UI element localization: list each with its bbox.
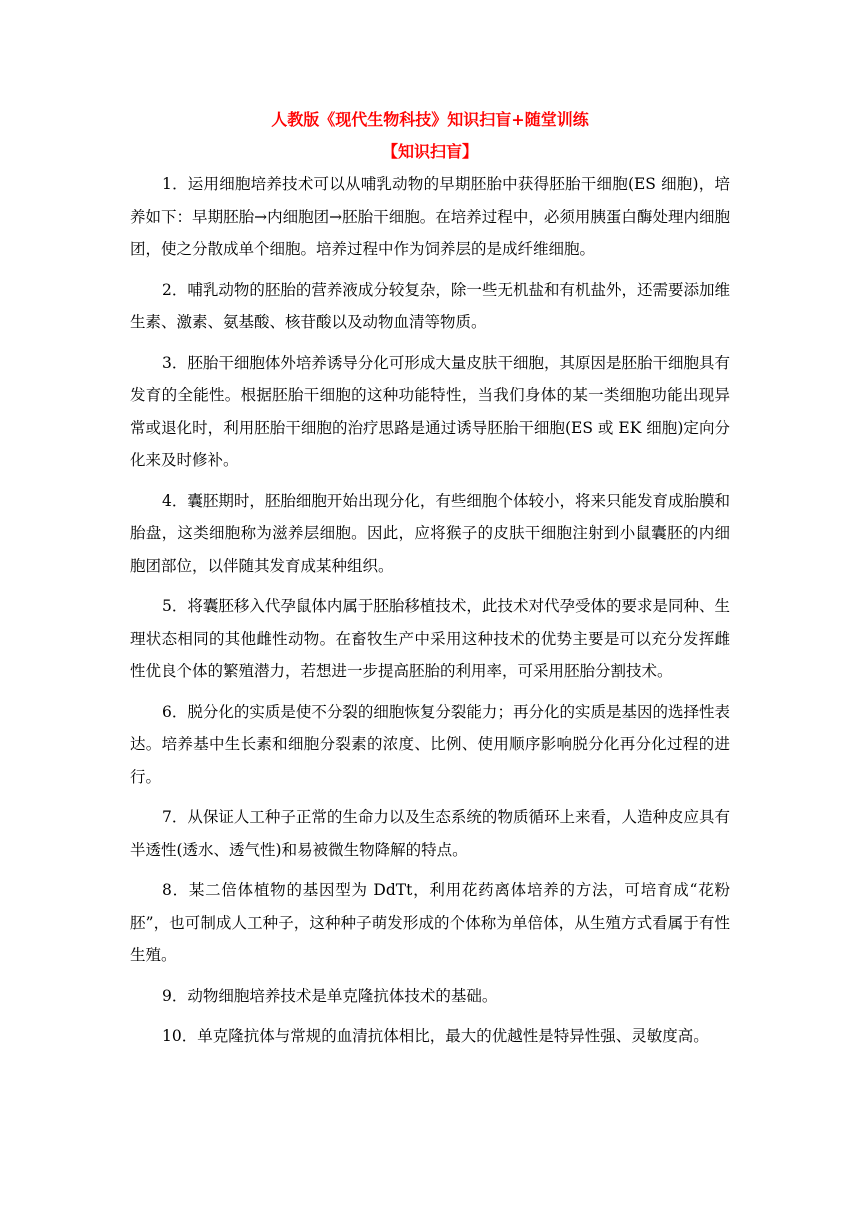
knowledge-item-2: 2．哺乳动物的胚胎的营养液成分较复杂，除一些无机盐和有机盐外，还需要添加维生素、激素、氨基酸、核苷酸以及动物血清等物质。	[130, 280, 730, 331]
knowledge-item-7: 7．从保证人工种子正常的生命力以及生态系统的物质循环上来看，人造种皮应具有半透性(透水、透气性)和易被微生物降解的特点。	[130, 808, 730, 859]
knowledge-item-10: 10．单克隆抗体与常规的血清抗体相比，最大的优越性是特异性强、灵敏度高。	[162, 1027, 709, 1045]
document-title: 人教版《现代生物科技》知识扫盲+随堂训练	[271, 110, 589, 129]
knowledge-item-4: 4．囊胚期时，胚胎细胞开始出现分化，有些细胞个体较小，将来只能发育成胎膜和胎盘，这类细胞称为滋养层细胞。因此，应将猴子的皮肤干细胞注射到小鼠囊胚的内细胞团部位，以伴随其发育成某种组织。	[130, 491, 730, 575]
document-page	[130, 104, 730, 1061]
knowledge-item-9: 9．动物细胞培养技术是单克隆抗体技术的基础。	[162, 986, 498, 1005]
knowledge-item-8: 8．某二倍体植物的基因型为 DdTt，利用花药离体培养的方法，可培育成“花粉胚”，也可制成人工种子，这种种子萌发形成的个体称为单倍体，从生殖方式看属于有性生殖。	[130, 881, 730, 964]
section-title: 【知识扫盲】	[381, 142, 478, 161]
knowledge-item-3: 3．胚胎干细胞体外培养诱导分化可形成大量皮肤干细胞，其原因是胚胎干细胞具有发育的全能性。根据胚胎干细胞的这种功能特性，当我们身体的某一类细胞功能出现异常或退化时，利用胚胎干细胞的治疗思路是通过诱导胚胎干细胞(ES 或 EK 细胞)定向分化来及时修补。	[130, 353, 730, 469]
knowledge-item-1: 1．运用细胞培养技术可以从哺乳动物的早期胚胎中获得胚胎干细胞(ES 细胞)，培养如下：早期胚胎→内细胞团→胚胎干细胞。在培养过程中，必须用胰蛋白酶处理内细胞团，使之分散成单个细胞。培养过程中作为饲养层的是成纤维细胞。	[130, 175, 730, 258]
knowledge-item-6: 6．脱分化的实质是使不分裂的细胞恢复分裂能力；再分化的实质是基因的选择性表达。培养基中生长素和细胞分裂素的浓度、比例、使用顺序影响脱分化再分化过程的进行。	[130, 702, 730, 786]
knowledge-item-5: 5．将囊胚移入代孕鼠体内属于胚胎移植技术，此技术对代孕受体的要求是同种、生理状态相同的其他雌性动物。在畜牧生产中采用这种技术的优势主要是可以充分发挥雌性优良个体的繁殖潜力，若想进一步提高胚胎的利用率，可采用胚胎分割技术。	[130, 597, 730, 680]
